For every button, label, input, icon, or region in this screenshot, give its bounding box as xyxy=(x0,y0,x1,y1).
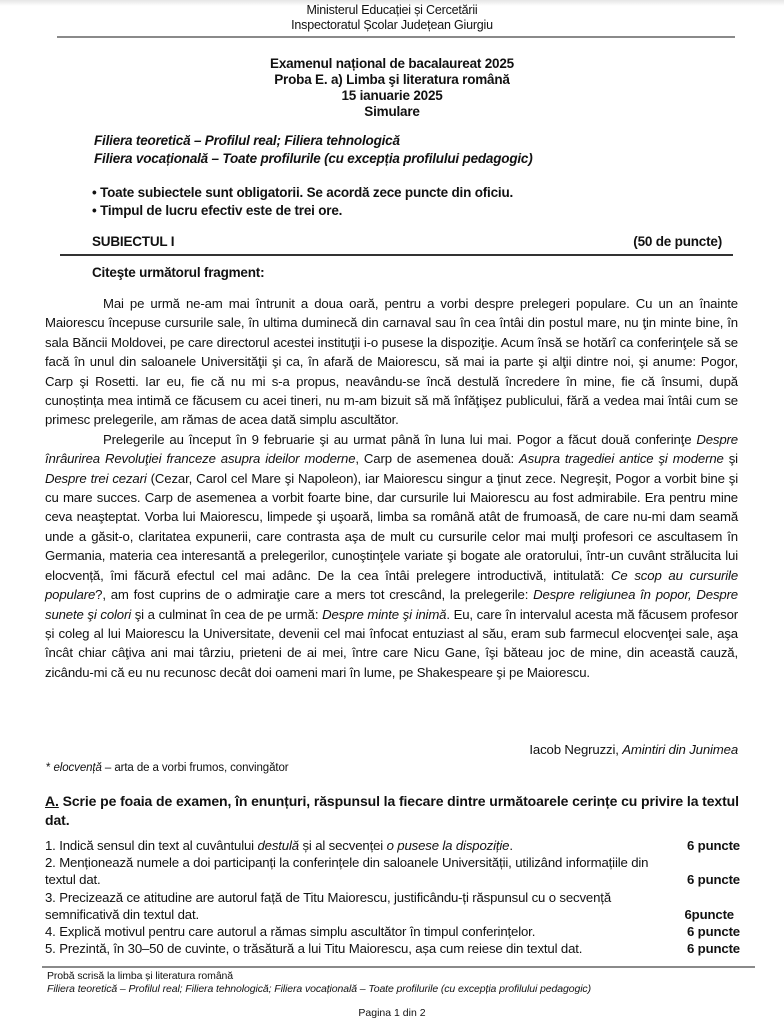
exam-type: Simulare xyxy=(364,104,420,119)
question-points: 6puncte xyxy=(684,906,734,922)
filiera-line-1: Filiera teoretică – Profilul real; Filiera tehnologică xyxy=(94,133,400,148)
question-points: 6 puncte xyxy=(686,941,740,957)
passage-text xyxy=(45,294,738,682)
lecture-title: Despre religiunea în popor, Despre sunete şi colori xyxy=(45,587,738,622)
question-list xyxy=(45,837,740,957)
question-4: 6 puncte 4. Explică motivul pentru care autorul a rămas simplu ascultător în timpul conferințelor. xyxy=(45,924,740,940)
work-title: Amintiri din Junimea xyxy=(622,742,738,757)
subject-points: (50 de puncte) xyxy=(633,234,722,249)
lecture-title: Ce scop au cursurile populare xyxy=(45,567,738,603)
question-2: 2. Menționează numele a doi participanți la conferințele din saloanele Universității, utilizând informațiile din textul dat. 6 puncte xyxy=(45,855,740,888)
rule-2: • Timpul de lucru efectiv este de trei ore. xyxy=(92,203,343,218)
question-1: 6 puncte 1. Indică sensul din text al cuvântului destulă și al secvenței o pusese la dispoziție. xyxy=(45,838,740,853)
rule-1: • Toate subiectele sunt obligatorii. Se acordă zece puncte din oficiu. xyxy=(92,185,514,200)
question-5: 6 puncte 5. Prezintă, în 30–50 de cuvinte, o trăsătură a lui Titu Maiorescu, așa cum reiese din textul dat. xyxy=(45,941,740,957)
question-points: 6 puncte xyxy=(686,872,740,888)
author-name: Iacob Negruzzi, xyxy=(529,742,623,757)
lecture-title: Despre minte şi inimă xyxy=(322,606,447,622)
section-a-instruction: A. Scrie pe foaia de examen, în enunțuri, răspunsul la fiecare dintre următoarele cerințe cu privire la textul dat. xyxy=(45,793,739,828)
footer-exam: Probă scrisă la limba și literatura română xyxy=(47,970,234,982)
question-points: 6 puncte xyxy=(686,924,740,940)
footer-filiera: Filiera teoretică – Profilul real; Filiera tehnologică; Filiera vocațională – Toate profilurile (cu excepția profilului pedagogic) xyxy=(47,983,591,995)
footer-divider xyxy=(42,966,755,968)
subject-divider xyxy=(60,254,733,256)
exam-subject: Proba E. a) Limba şi literatura română xyxy=(274,72,510,87)
inspectorate-header: Inspectoratul Școlar Județean Giurgiu xyxy=(291,18,493,32)
lecture-title: Despre trei cezari xyxy=(45,470,147,486)
exam-title: Examenul național de bacalaureat 2025 xyxy=(270,56,514,71)
lecture-title: Despre înrâurirea Revoluţiei franceze asupra ideilor moderne xyxy=(45,431,738,467)
question-3: 3. Precizează ce atitudine are autorul față de Titu Maiorescu, justificându-ți răspunsul cu o secvență semnificativă din textul dat. 6puncte xyxy=(45,889,734,922)
subject-label: SUBIECTUL I xyxy=(92,234,175,249)
filiera-line-2: Filiera vocațională – Toate profilurile (cu excepția profilului pedagogic) xyxy=(94,151,533,166)
ministry-header: Ministerul Educației și Cercetării xyxy=(306,3,478,17)
page-number: Pagina 1 din 2 xyxy=(358,1007,426,1019)
footnote: * elocvență – arta de a vorbi frumos, convingător xyxy=(46,762,289,774)
passage-paragraph-1: Mai pe urmă ne-am mai întrunit a doua oară, pentru a vorbi despre prelegeri populare. Cu un an înainte Maiorescu începuse cursurile sale, în ultima duminecă din carnaval sau în cea întâi din postul mare, nu ţin minte bine, în sala Băncii Moldovei, pe care directorul acestei instituţii i-o pusese la dispoziţie. Acum însă se hotărî ca conferinţele să se facă în unul din saloanele Universităţii şi ca, în afară de Maiorescu, să mai ia parte şi alţii dintre noi, şi anume: Pogor, Carp şi Rosetti. Iar eu, fie că nu mi s-a propus, neavându-se încă destulă încredere în mine, fie că însumi, după cunoștința mea intimă ce făcusem cu acei tineri, nu m-am bizuit să mă înfăţişez publicului, fără a vedea mai întâi cum se primesc prelegerile, am rămas de acea dată simplu ascultător. xyxy=(45,296,738,428)
subject-heading xyxy=(92,234,722,249)
footnote-term: elocvență xyxy=(53,762,102,774)
lecture-title: Asupra tragediei antice şi moderne xyxy=(519,451,724,467)
header-divider xyxy=(57,36,735,38)
question-points: 6 puncte xyxy=(686,838,740,853)
section-a-label: A. xyxy=(45,793,59,809)
attribution xyxy=(529,742,738,757)
passage-paragraph-2: Prelegerile au început în 9 februarie şi au urmat până în luna lui mai. Pogor a făcut două conferinţe Despre înrâurirea Revoluţiei franceze asupra ideilor moderne, Carp de asemenea două: Asupra tragediei antice şi moderne şi Despre trei cezari (Cezar, Carol cel Mare şi Napoleon), iar Maiorescu singur a ţinut zece. Negreşit, Pogor a vorbit bine şi cu mare succes. Carp de asemenea a vorbit foarte bine, dar cursurile lui Maiorescu au fost admirabile. Era pentru mine ceva neaşteptat. Vorba lui Maiorescu, limpede şi uşoară, limba sa română atât de frumoasă, de care nu-mi dam seamă unde a găsit-o, claritatea expunerii, care contrasta aşa de mult cu cursurile celor mai mulţi profesori ce ascultasem în Germania, materia cea interesantă a prelegerilor, cunoştinţele variate şi bogate ale oratorului, într-un cuvânt strălucita lui elocvență, îmi făcură efectul cel mai adânc. De la cea întâi prelegere introductivă, intitulată: Ce scop au cursurile populare?, am fost cuprins de o admiraţie care a mers tot crescând, la prelegerile: Despre religiunea în popor, Despre sunete şi colori şi a culminat în cea de pe urmă: Despre minte şi inimă. Eu, care în intervalul acesta mă făcusem profesor și coleg al lui Maiorescu la Universitate, devenii cel mai înfocat entuziast al său, eram sub farmecul elocvenţei sale, aşa încât chiar câţiva ani mai târziu, prieteni de ai mei, între care Nicu Gane, îşi băteau joc de mine, din această cauză, zicându-mi că eu nu recunosc decât doi oameni mari în lume, pe Shakespeare şi pe Maiorescu. xyxy=(45,431,739,680)
exam-date: 15 ianuarie 2025 xyxy=(341,88,443,103)
read-instruction: Citeşte următorul fragment: xyxy=(92,265,265,280)
